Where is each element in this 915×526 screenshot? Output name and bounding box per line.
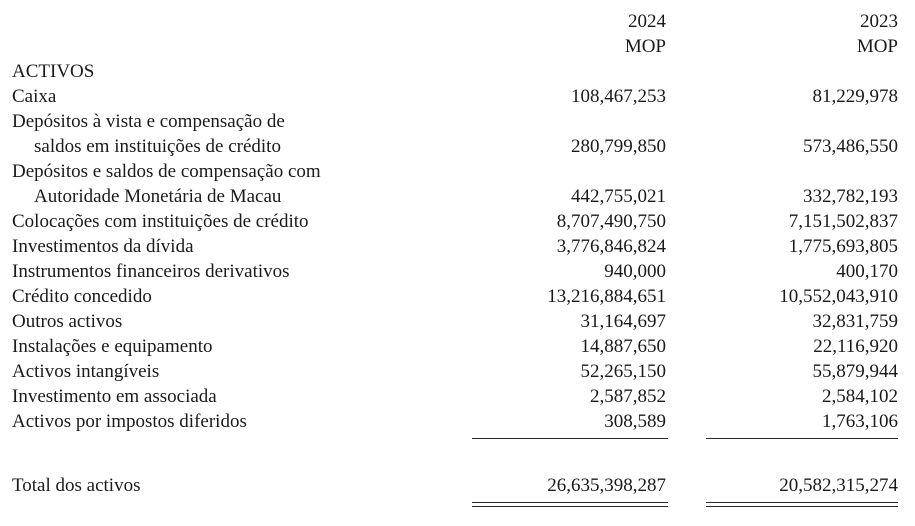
row-label-continuation: Autoridade Monetária de Macau [34, 186, 282, 207]
table-row [0, 84, 915, 109]
table-row [0, 334, 915, 359]
value-2024: 442,755,021 [571, 186, 666, 207]
total-label: Total dos activos [12, 475, 141, 496]
table-row-label-line [0, 159, 915, 184]
subtotal-rule-2024 [472, 438, 668, 439]
value-2023: 2,584,102 [822, 386, 898, 407]
row-label: Activos intangíveis [12, 361, 160, 382]
table-row [0, 184, 915, 209]
table-row [0, 234, 915, 259]
value-2024: 108,467,253 [571, 86, 666, 107]
value-2024: 52,265,150 [580, 361, 666, 382]
row-label: Instalações e equipamento [12, 336, 213, 357]
value-2024: 31,164,697 [580, 311, 666, 332]
value-2023: 10,552,043,910 [779, 286, 898, 307]
value-2024: 940,000 [604, 261, 666, 282]
section-title-text: ACTIVOS [12, 61, 95, 82]
total-row [0, 473, 915, 498]
value-2023: 7,151,502,837 [788, 211, 898, 232]
table-row [0, 359, 915, 384]
currency-header-2023: MOP [856, 36, 898, 57]
value-2023: 400,170 [836, 261, 898, 282]
total-double-rule-2024-bottom [472, 506, 668, 507]
table-row [0, 409, 915, 434]
total-double-rule-2024-top [472, 502, 668, 503]
row-label: Instrumentos financeiros derivativos [12, 261, 290, 282]
value-2023: 32,831,759 [812, 311, 898, 332]
value-2023: 22,116,920 [813, 336, 898, 357]
value-2023: 1,775,693,805 [788, 236, 898, 257]
year-header-2023: 2023 [860, 11, 898, 32]
table-row-label-line [0, 109, 915, 134]
row-label: Depósitos à vista e compensação de [12, 111, 285, 132]
row-label: Depósitos e saldos de compensação com [12, 161, 321, 182]
value-2023: 1,763,106 [822, 411, 898, 432]
row-label: Caixa [12, 86, 57, 107]
row-label: Activos por impostos diferidos [12, 411, 247, 432]
table-row [0, 309, 915, 334]
table-row [0, 384, 915, 409]
value-2024: 2,587,852 [590, 386, 666, 407]
row-label: Outros activos [12, 311, 123, 332]
table-row [0, 134, 915, 159]
section-title [0, 59, 915, 84]
value-2024: 14,887,650 [580, 336, 666, 357]
total-value-2023: 20,582,315,274 [779, 475, 898, 496]
table-row [0, 284, 915, 309]
table-row [0, 259, 915, 284]
row-label: Investimento em associada [12, 386, 217, 407]
value-2023: 573,486,550 [803, 136, 898, 157]
total-double-rule-2023-top [706, 502, 898, 503]
value-2024: 3,776,846,824 [556, 236, 666, 257]
total-double-rule-2023-bottom [706, 506, 898, 507]
value-2023: 81,229,978 [812, 86, 898, 107]
value-2024: 280,799,850 [571, 136, 666, 157]
row-label-continuation: saldos em instituições de crédito [34, 136, 281, 157]
row-label: Crédito concedido [12, 286, 152, 307]
value-2023: 55,879,944 [812, 361, 898, 382]
value-2024: 13,216,884,651 [547, 286, 666, 307]
total-value-2024: 26,635,398,287 [547, 475, 666, 496]
subtotal-rule-2023 [706, 438, 898, 439]
value-2024: 8,707,490,750 [556, 211, 666, 232]
table-row [0, 209, 915, 234]
year-header-2024: 2024 [628, 11, 666, 32]
row-label: Investimentos da dívida [12, 236, 194, 257]
row-label: Colocações com instituições de crédito [12, 211, 309, 232]
value-2023: 332,782,193 [803, 186, 898, 207]
currency-header-2024: MOP [624, 36, 666, 57]
value-2024: 308,589 [604, 411, 666, 432]
